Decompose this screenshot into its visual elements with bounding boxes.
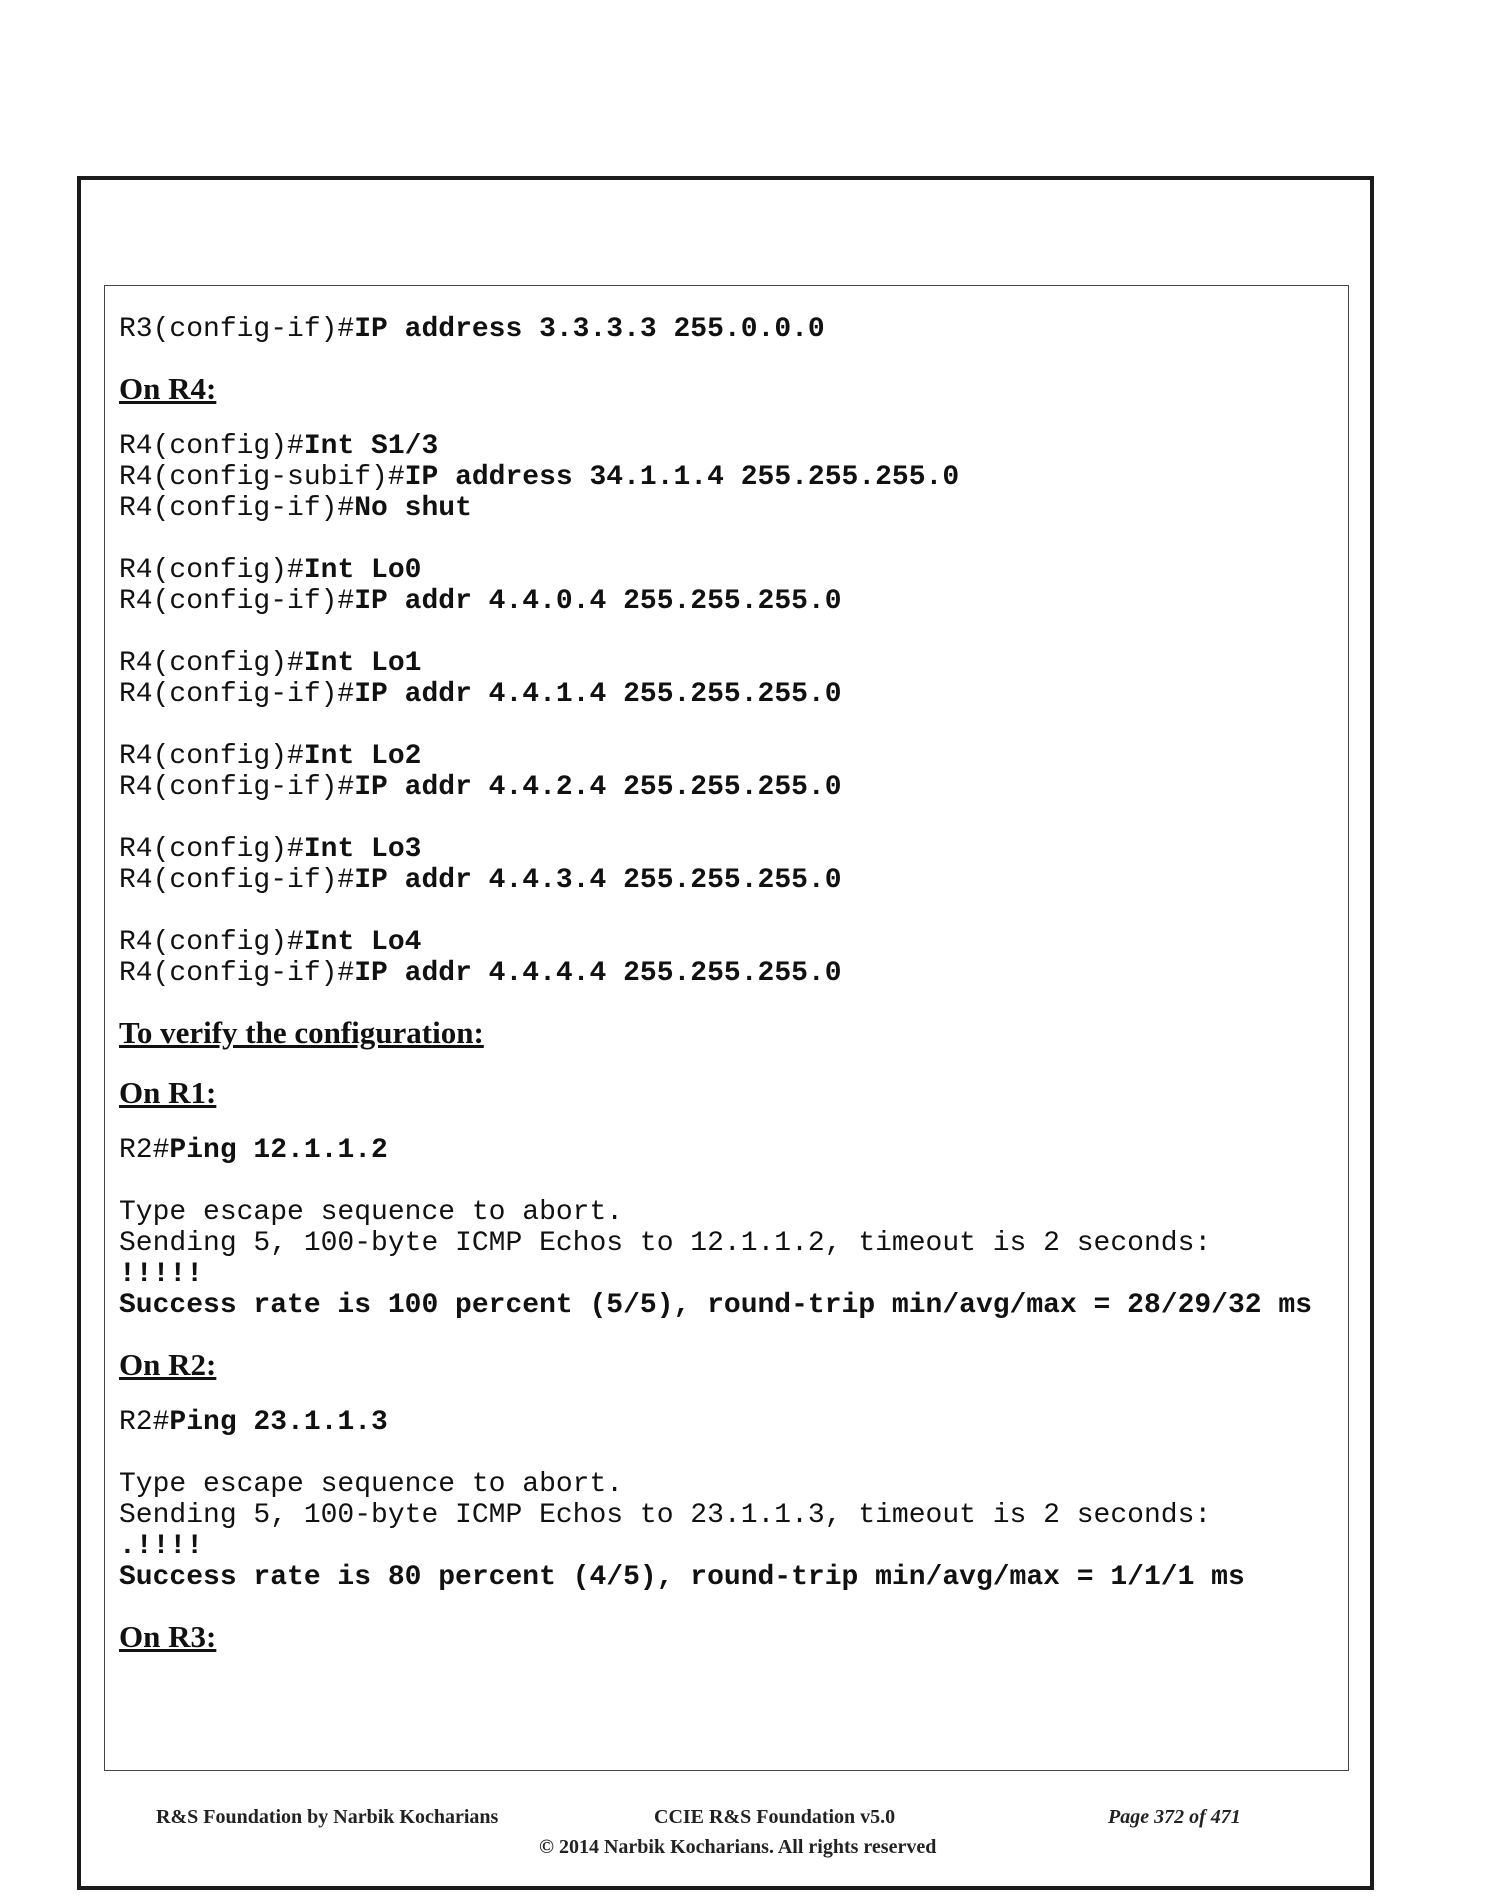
code-line: R4(config)#Int Lo3: [119, 834, 422, 865]
code-line: R4(config-if)#IP addr 4.4.2.4 255.255.255.0: [119, 772, 842, 803]
ping-success-rate: Success rate is 80 percent (4/5), round-trip min/avg/max = 1/1/1 ms: [119, 1562, 1245, 1593]
code-line: R4(config)#Int Lo2: [119, 741, 422, 772]
code-line: R4(config-if)#No shut: [119, 493, 472, 524]
code-line: R2#Ping 23.1.1.3: [119, 1407, 388, 1438]
footer-author: R&S Foundation by Narbik Kocharians: [156, 1806, 499, 1828]
footer-copyright: © 2014 Narbik Kocharians. All rights reserved: [539, 1836, 937, 1858]
code-line: R4(config)#Int S1/3: [119, 431, 439, 462]
code-line: R4(config)#Int Lo0: [119, 555, 422, 586]
heading-on-r3: On R3:: [119, 1619, 217, 1654]
heading-verify-configuration: To verify the configuration:: [119, 1015, 484, 1050]
footer-page-number: Page 372 of 471: [1108, 1806, 1241, 1828]
code-line: R4(config-if)#IP addr 4.4.1.4 255.255.255.0: [119, 679, 842, 710]
config-box: [104, 285, 1349, 1771]
ping-result-marks: !!!!!: [119, 1259, 204, 1290]
ping-output-line: Type escape sequence to abort.: [119, 1197, 624, 1228]
code-line: R4(config)#Int Lo1: [119, 648, 422, 679]
ping-output-line: Sending 5, 100-byte ICMP Echos to 23.1.1.3, timeout is 2 seconds:: [119, 1500, 1212, 1531]
heading-on-r2: On R2:: [119, 1347, 217, 1382]
code-line: R3(config-if)#IP address 3.3.3.3 255.0.0.0: [119, 314, 825, 345]
ping-output-line: Type escape sequence to abort.: [119, 1469, 624, 1500]
code-line: R4(config-if)#IP addr 4.4.4.4 255.255.255.0: [119, 958, 842, 989]
code-line: R4(config-subif)#IP address 34.1.1.4 255.255.255.0: [119, 462, 960, 493]
code-line: R4(config-if)#IP addr 4.4.0.4 255.255.255.0: [119, 586, 842, 617]
page-footer: [104, 1806, 1349, 1876]
ping-success-rate: Success rate is 100 percent (5/5), round-trip min/avg/max = 28/29/32 ms: [119, 1290, 1312, 1321]
code-line: R2#Ping 12.1.1.2: [119, 1135, 388, 1166]
heading-on-r4: On R4:: [119, 371, 217, 406]
code-line: R4(config-if)#IP addr 4.4.3.4 255.255.255.0: [119, 865, 842, 896]
heading-on-r1: On R1:: [119, 1075, 217, 1110]
code-line: R4(config)#Int Lo4: [119, 927, 422, 958]
footer-title: CCIE R&S Foundation v5.0: [654, 1806, 896, 1828]
ping-output-line: Sending 5, 100-byte ICMP Echos to 12.1.1.2, timeout is 2 seconds:: [119, 1228, 1212, 1259]
ping-result-marks: .!!!!: [119, 1531, 204, 1562]
